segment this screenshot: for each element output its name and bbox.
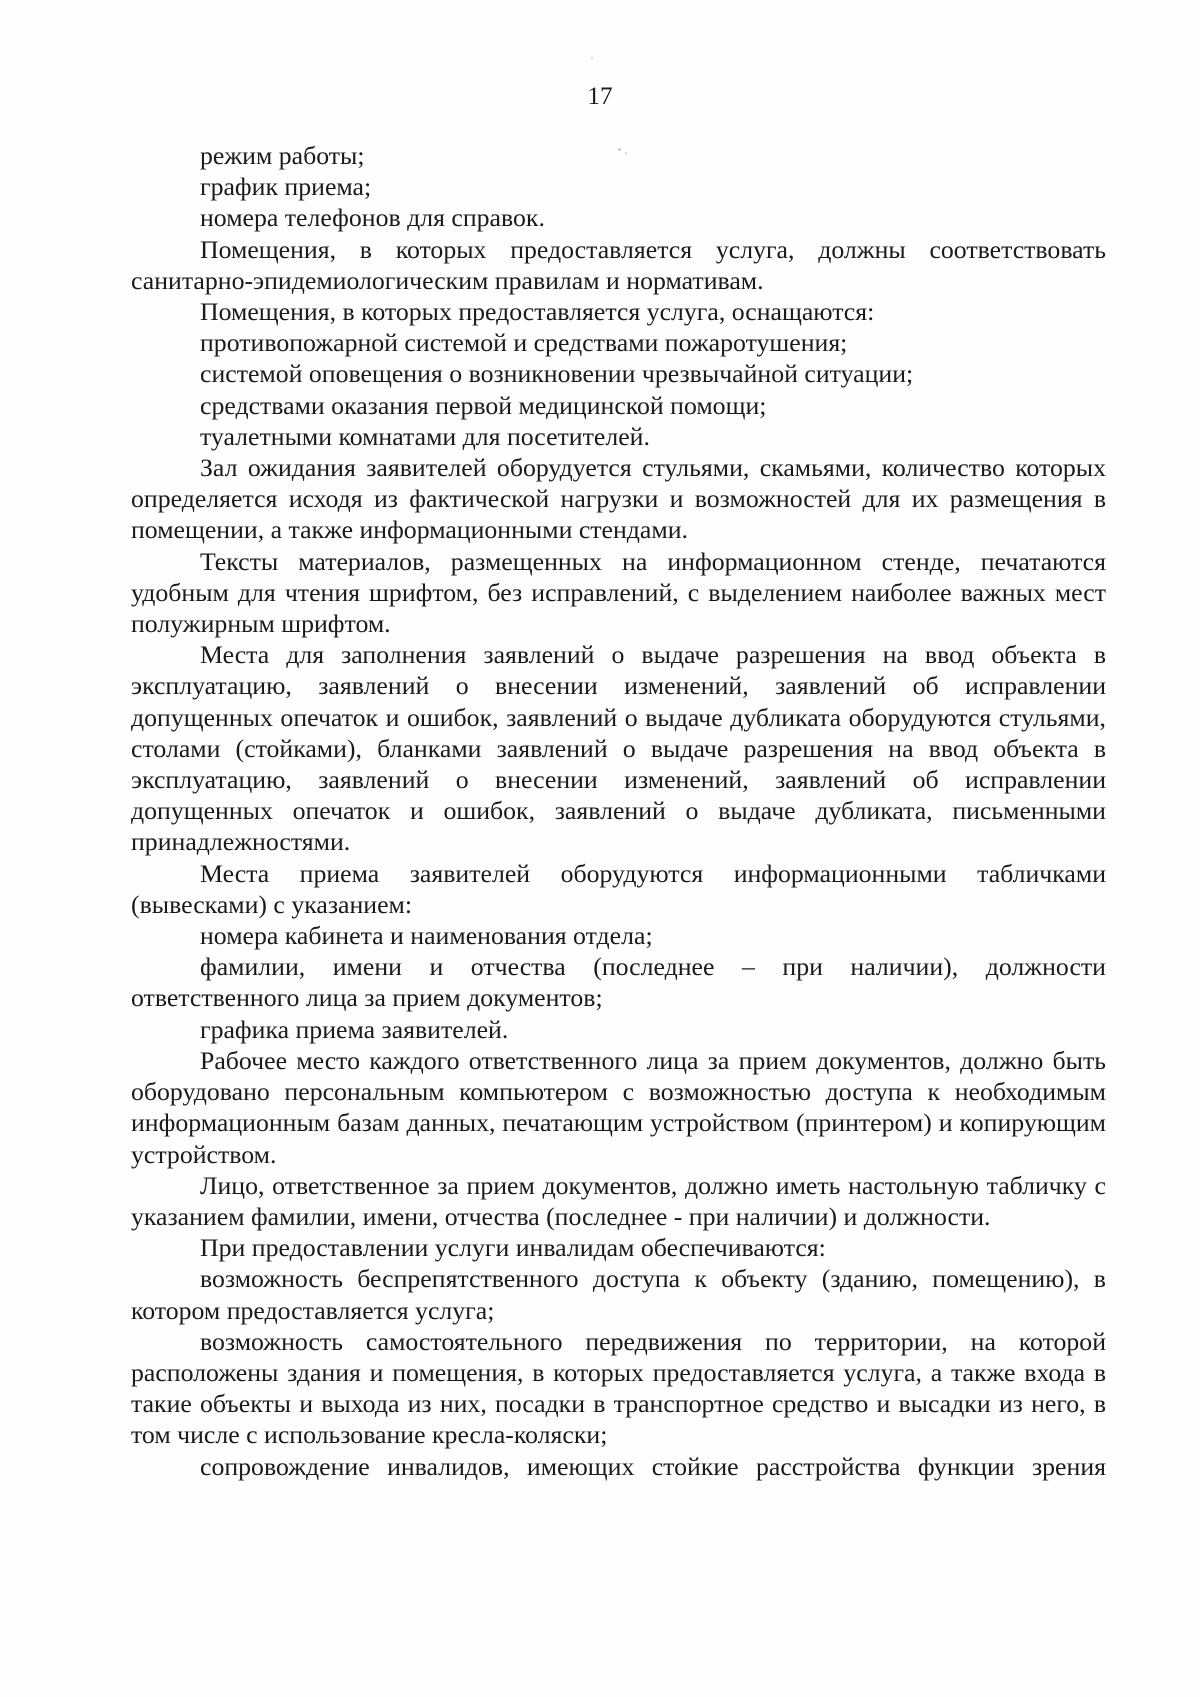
paragraph: возможность беспрепятственного доступа к объекту (зданию, помещению), в котором предоставляется услуга; [131,1264,1106,1325]
paragraph: Места приема заявителей оборудуются информационными табличками (вывесками) с указанием: [131,858,1106,919]
paragraph: фамилии, имени и отчества (последнее – при наличии), должности ответственного лица за прием документов; [131,952,1106,1013]
paragraph: Места для заполнения заявлений о выдаче разрешения на ввод объекта в эксплуатацию, заявлений о внесении изменений, заявлений об исправлении допущенных опечаток и ошибок, заявлений о выдаче дубликата оборудуются стульями, столами (стойками), бланками заявлений о выдаче разрешения на ввод объекта в эксплуатацию, заявлений о внесении изменений, заявлений об исправлении допущенных опечаток и ошибок, заявлений о выдаче дубликата, письменными принадлежностями. [131,640,1106,857]
paragraph: Лицо, ответственное за прием документов, должно иметь настольную табличку с указанием фамилии, имени, отчества (последнее - при наличии) и должности. [131,1170,1106,1231]
paragraph: режим работы; [200,141,365,170]
paragraph: номера телефонов для справок. [200,203,545,233]
paragraph: график приема; [200,172,372,202]
paragraph: сопровождение инвалидов, имеющих стойкие расстройства функции зрения [200,1451,1106,1481]
document-body [131,140,1106,1482]
paragraph: средствами оказания первой медицинской помощи; [200,390,767,420]
paragraph: Помещения, в которых предоставляется услуга, должны соответствовать санитарно-эпидемиологическим правилам и нормативам. [131,234,1106,295]
paragraph: Тексты материалов, размещенных на информационном стенде, печатаются удобным для чтения шрифтом, без исправлений, с выделением наиболее важных мест полужирным шрифтом. [131,546,1106,639]
scan-speck [591,57,593,59]
scan-speck [618,148,621,151]
paragraph: При предоставлении услуги инвалидам обеспечиваются: [200,1233,826,1263]
page-number: 17 [587,83,613,110]
paragraph: графика приема заявителей. [200,1014,509,1044]
paragraph: Рабочее место каждого ответственного лица за прием документов, должно быть оборудовано персональным компьютером с возможностью доступа к необходимым информационным базам данных, печатающим устройством (принтером) и копирующим устройством. [131,1045,1106,1169]
paragraph: Зал ожидания заявителей оборудуется стульями, скамьями, количество которых определяется исходя из фактической нагрузки и возможностей для их размещения в помещении, а также информационными стендами. [131,453,1106,545]
paragraph: номера кабинета и наименования отдела; [200,921,653,951]
paragraph: возможность самостоятельного передвижения по территории, на которой расположены здания и помещения, в которых предоставляется услуга, а также входа в такие объекты и выхода из них, посадки в транспортное средство и высадки из него, в том числе с использование кресла-коляски; [131,1326,1106,1450]
paragraph: системой оповещения о возникновении чрезвычайной ситуации; [200,359,914,389]
paragraph: туалетными комнатами для посетителей. [200,421,650,451]
paragraph: противопожарной системой и средствами пожаротушения; [200,328,848,358]
paragraph: Помещения, в которых предоставляется услуга, оснащаются: [200,297,875,327]
scan-speck [625,152,627,154]
